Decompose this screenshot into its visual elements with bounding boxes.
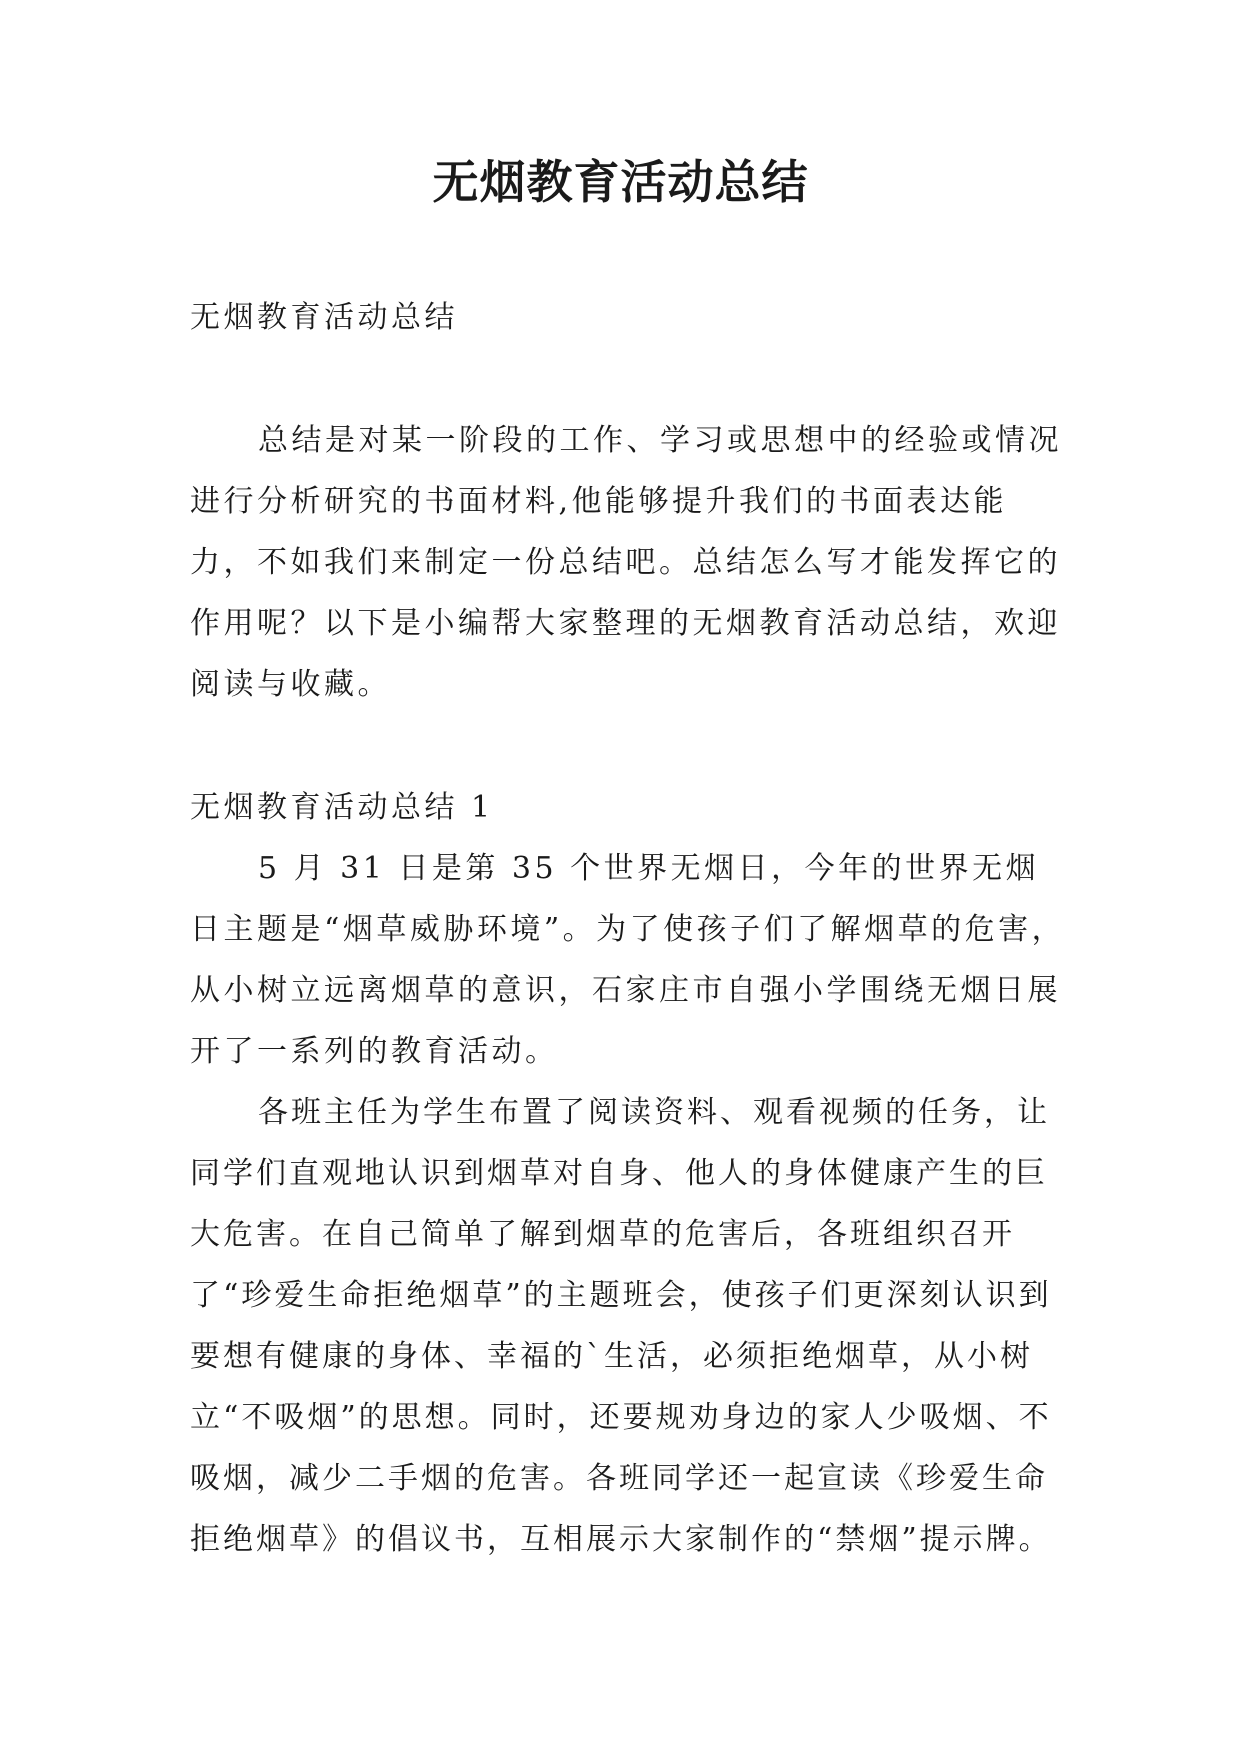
body-paragraph: 各班主任为学生布置了阅读资料、观看视频的任务，让同学们直观地认识到烟草对自身、他人的身体健康产生的巨大危害。在自己简单了解到烟草的危害后，各班组织召开了“珍爱生命拒绝烟草”的主题班会，使孩子们更深刻认识到要想有健康的身体、幸福的`生活，必须拒绝烟草，从小树立“不吸烟”的思想。同时，还要规劝身边的家人少吸烟、不吸烟，减少二手烟的危害。各班同学还一起宣读《珍爱生命拒绝烟草》的倡议书，互相展示大家制作的“禁烟”提示牌。: [190, 1095, 1052, 1557]
document-subtitle: 无烟教育活动总结: [190, 300, 458, 335]
section-heading: 无烟教育活动总结 1: [190, 790, 494, 825]
document-title: 无烟教育活动总结: [432, 155, 809, 209]
intro-paragraph: 总结是对某一阶段的工作、学习或思想中的经验或情况进行分析研究的书面材料,他能够提升我们的书面表达能力，不如我们来制定一份总结吧。总结怎么写才能发挥它的作用呢？以下是小编帮大家整理的无烟教育活动总结，欢迎阅读与收藏。: [190, 423, 1062, 702]
document-body: [190, 287, 1070, 1570]
body-paragraph: 5 月 31 日是第 35 个世界无烟日，今年的世界无烟日主题是“烟草威胁环境”。为了使孩子们了解烟草的危害，从小树立远离烟草的意识，石家庄市自强小学围绕无烟日展开了一系列的教育活动。: [190, 851, 1066, 1069]
